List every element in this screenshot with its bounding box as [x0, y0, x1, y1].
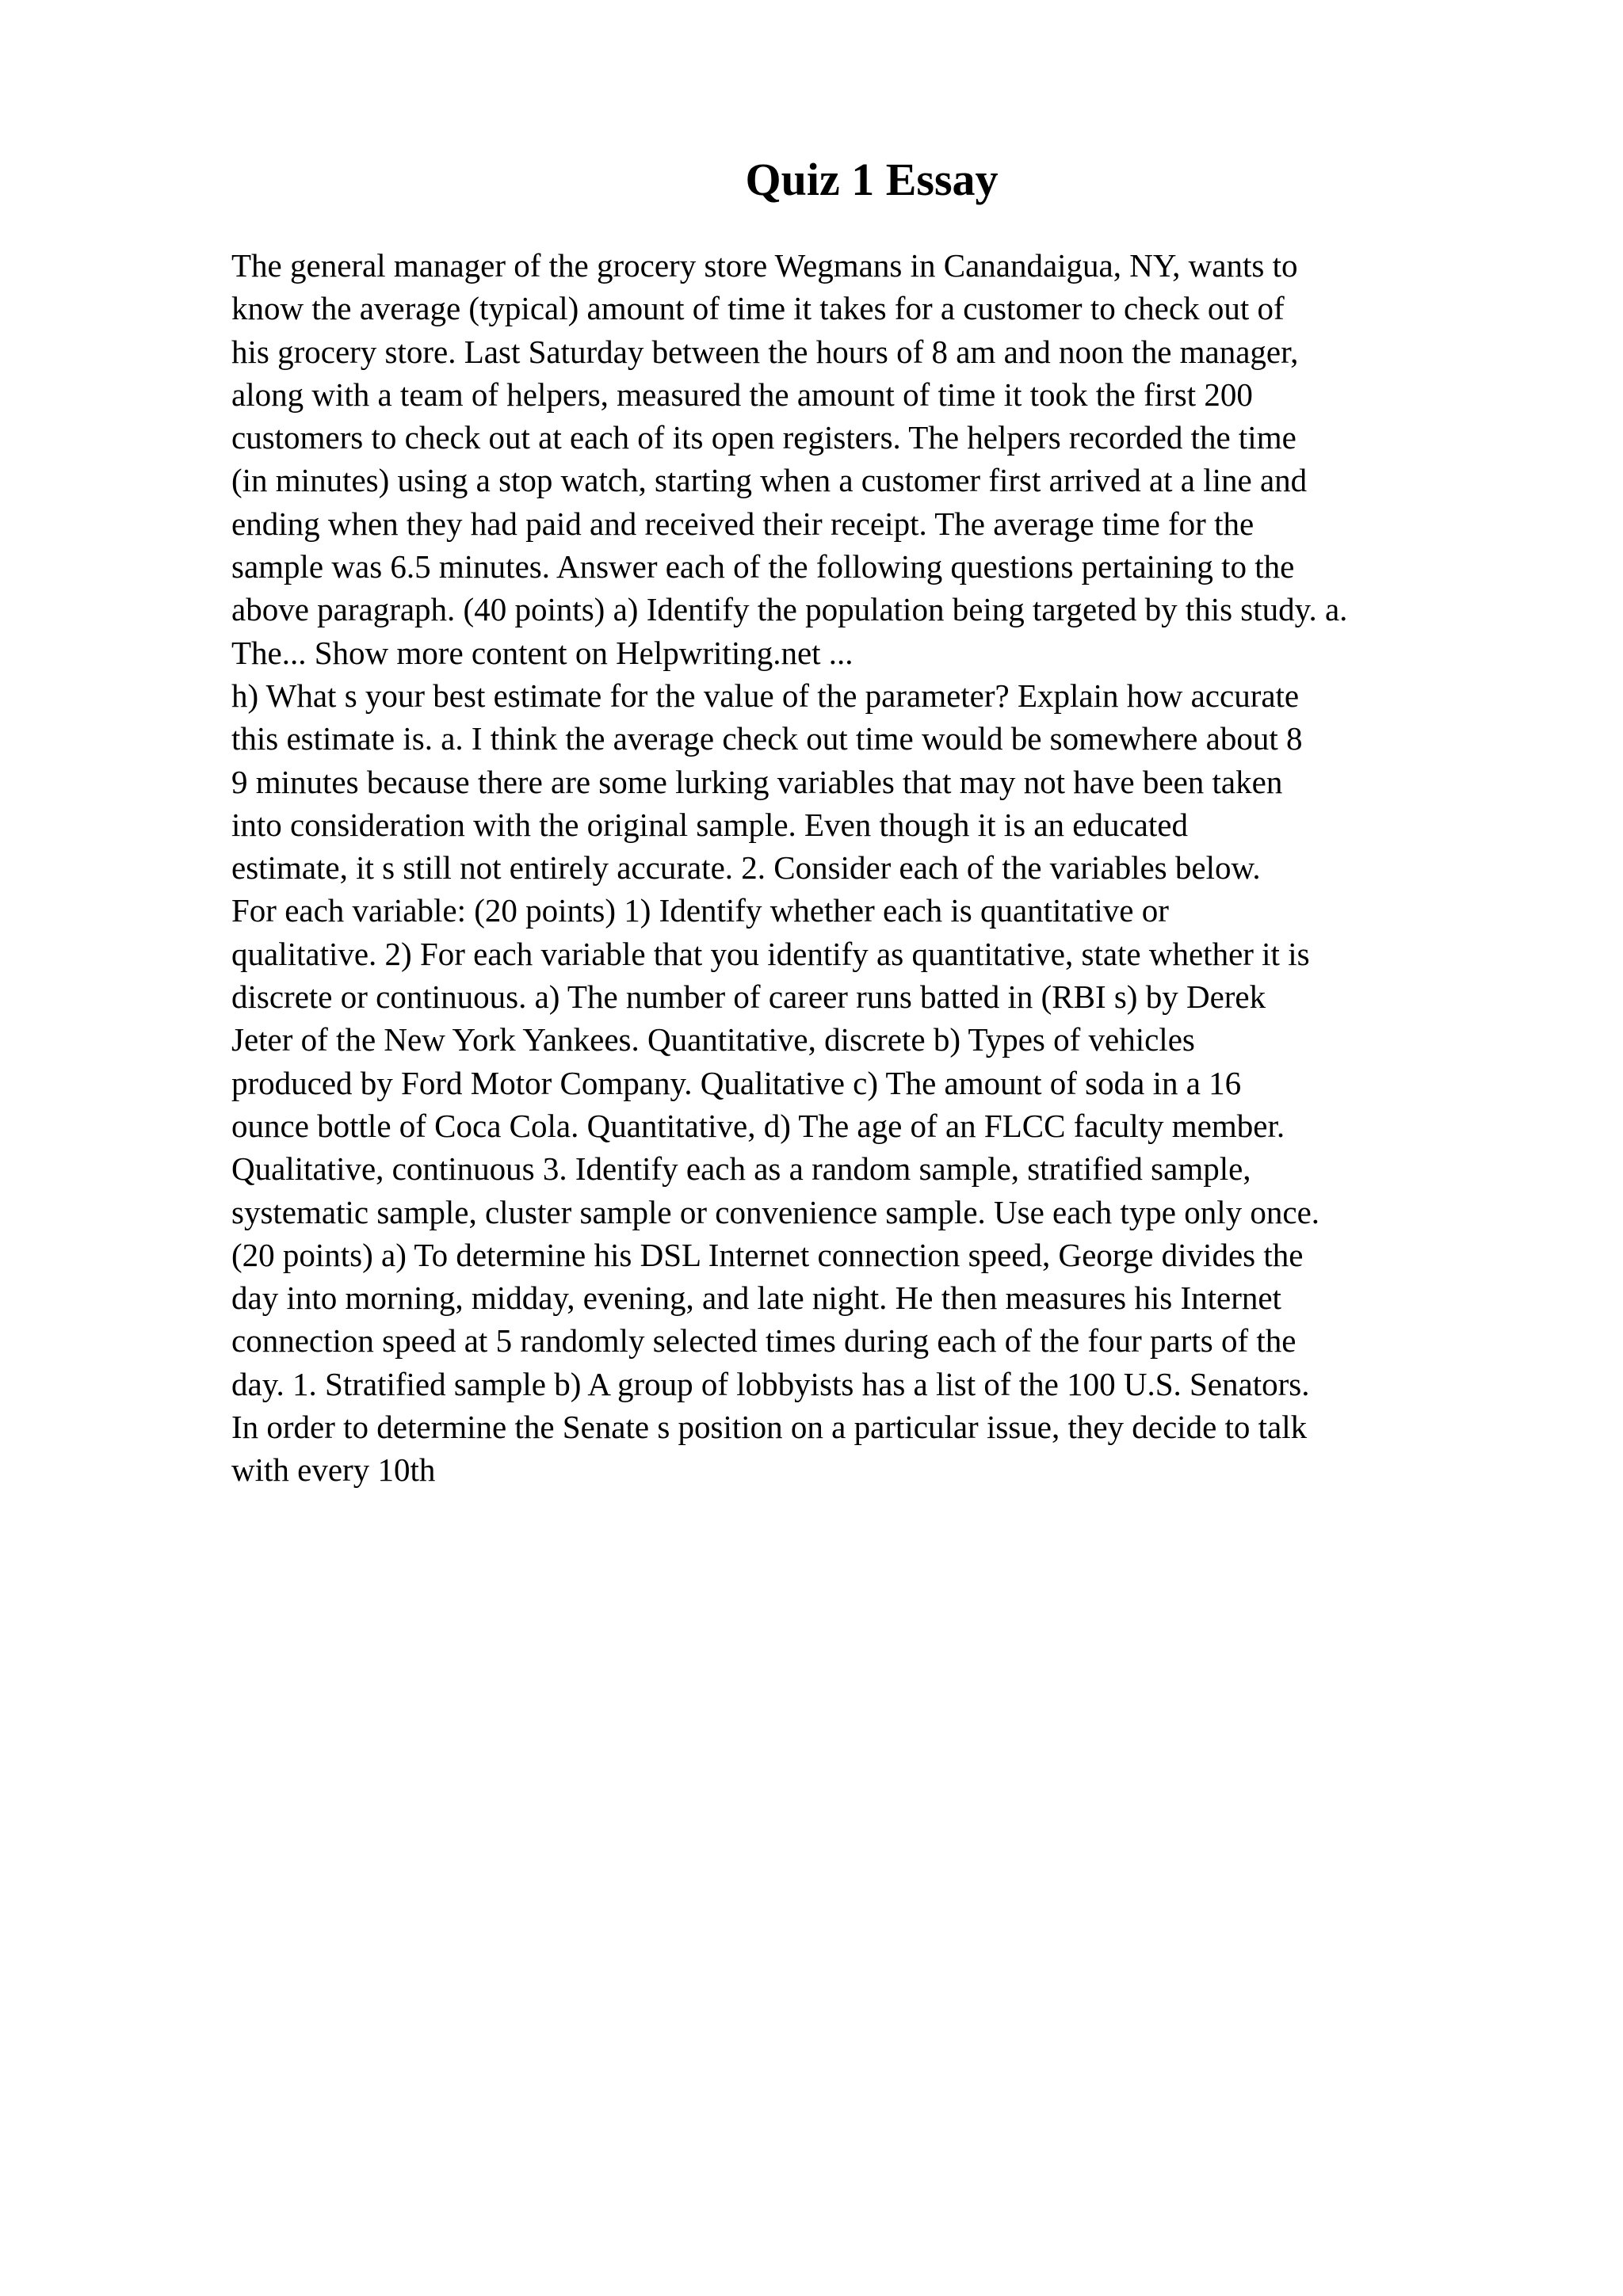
text-line: into consideration with the original sample. Even though it is an educated [231, 806, 1188, 843]
text-line: For each variable: (20 points) 1) Identify whether each is quantitative or [231, 892, 1169, 929]
text-line: with every 10th [231, 1451, 436, 1489]
text-line: ending when they had paid and received their receipt. The average time for the [231, 505, 1254, 542]
text-line: discrete or continuous. a) The number of career runs batted in (RBI s) by Derek [231, 978, 1266, 1016]
text-line: his grocery store. Last Saturday between the hours of 8 am and noon the manager, [231, 333, 1299, 370]
text-line: systematic sample, cluster sample or convenience sample. Use each type only once. [231, 1193, 1320, 1230]
text-line: The general manager of the grocery store Wegmans in Canandaigua, NY, wants to [231, 247, 1298, 284]
document-title: Quiz 1 Essay [745, 154, 999, 205]
text-line: this estimate is. a. I think the average check out time would be somewhere about 8 [231, 720, 1303, 757]
text-line: Jeter of the New York Yankees. Quantitative, discrete b) Types of vehicles [231, 1021, 1195, 1058]
text-line: (20 points) a) To determine his DSL Internet connection speed, George divides the [231, 1236, 1304, 1273]
text-line: The... Show more content on Helpwriting.net ... [231, 634, 854, 671]
text-line: along with a team of helpers, measured the amount of time it took the first 200 [231, 376, 1253, 413]
text-line: know the average (typical) amount of time it takes for a customer to check out of [231, 290, 1285, 327]
text-line: Qualitative, continuous 3. Identify each as a random sample, stratified sample, [231, 1150, 1251, 1188]
document-body [231, 244, 1610, 1492]
text-line: (in minutes) using a stop watch, starting when a customer first arrived at a line and [231, 462, 1308, 499]
text-line: h) What s your best estimate for the value of the parameter? Explain how accurate [231, 677, 1300, 714]
text-line: above paragraph. (40 points) a) Identify the population being targeted by this study. a. [231, 591, 1348, 628]
text-line: connection speed at 5 randomly selected times during each of the four parts of the [231, 1322, 1296, 1360]
text-line: qualitative. 2) For each variable that you identify as quantitative, state whether it is [231, 935, 1310, 972]
text-line: estimate, it s still not entirely accurate. 2. Consider each of the variables below. [231, 849, 1261, 887]
text-line: 9 minutes because there are some lurking variables that may not have been taken [231, 763, 1283, 800]
text-line: In order to determine the Senate s position on a particular issue, they decide to talk [231, 1409, 1308, 1446]
text-line: produced by Ford Motor Company. Qualitative c) The amount of soda in a 16 [231, 1064, 1242, 1101]
text-line: sample was 6.5 minutes. Answer each of the following questions pertaining to the [231, 548, 1295, 585]
text-line: day into morning, midday, evening, and late night. He then measures his Internet [231, 1280, 1281, 1317]
text-line: customers to check out at each of its open registers. The helpers recorded the time [231, 419, 1296, 456]
text-line: ounce bottle of Coca Cola. Quantitative, d) The age of an FLCC faculty member. [231, 1107, 1285, 1144]
text-line: day. 1. Stratified sample b) A group of lobbyists has a list of the 100 U.S. Senators. [231, 1365, 1310, 1402]
